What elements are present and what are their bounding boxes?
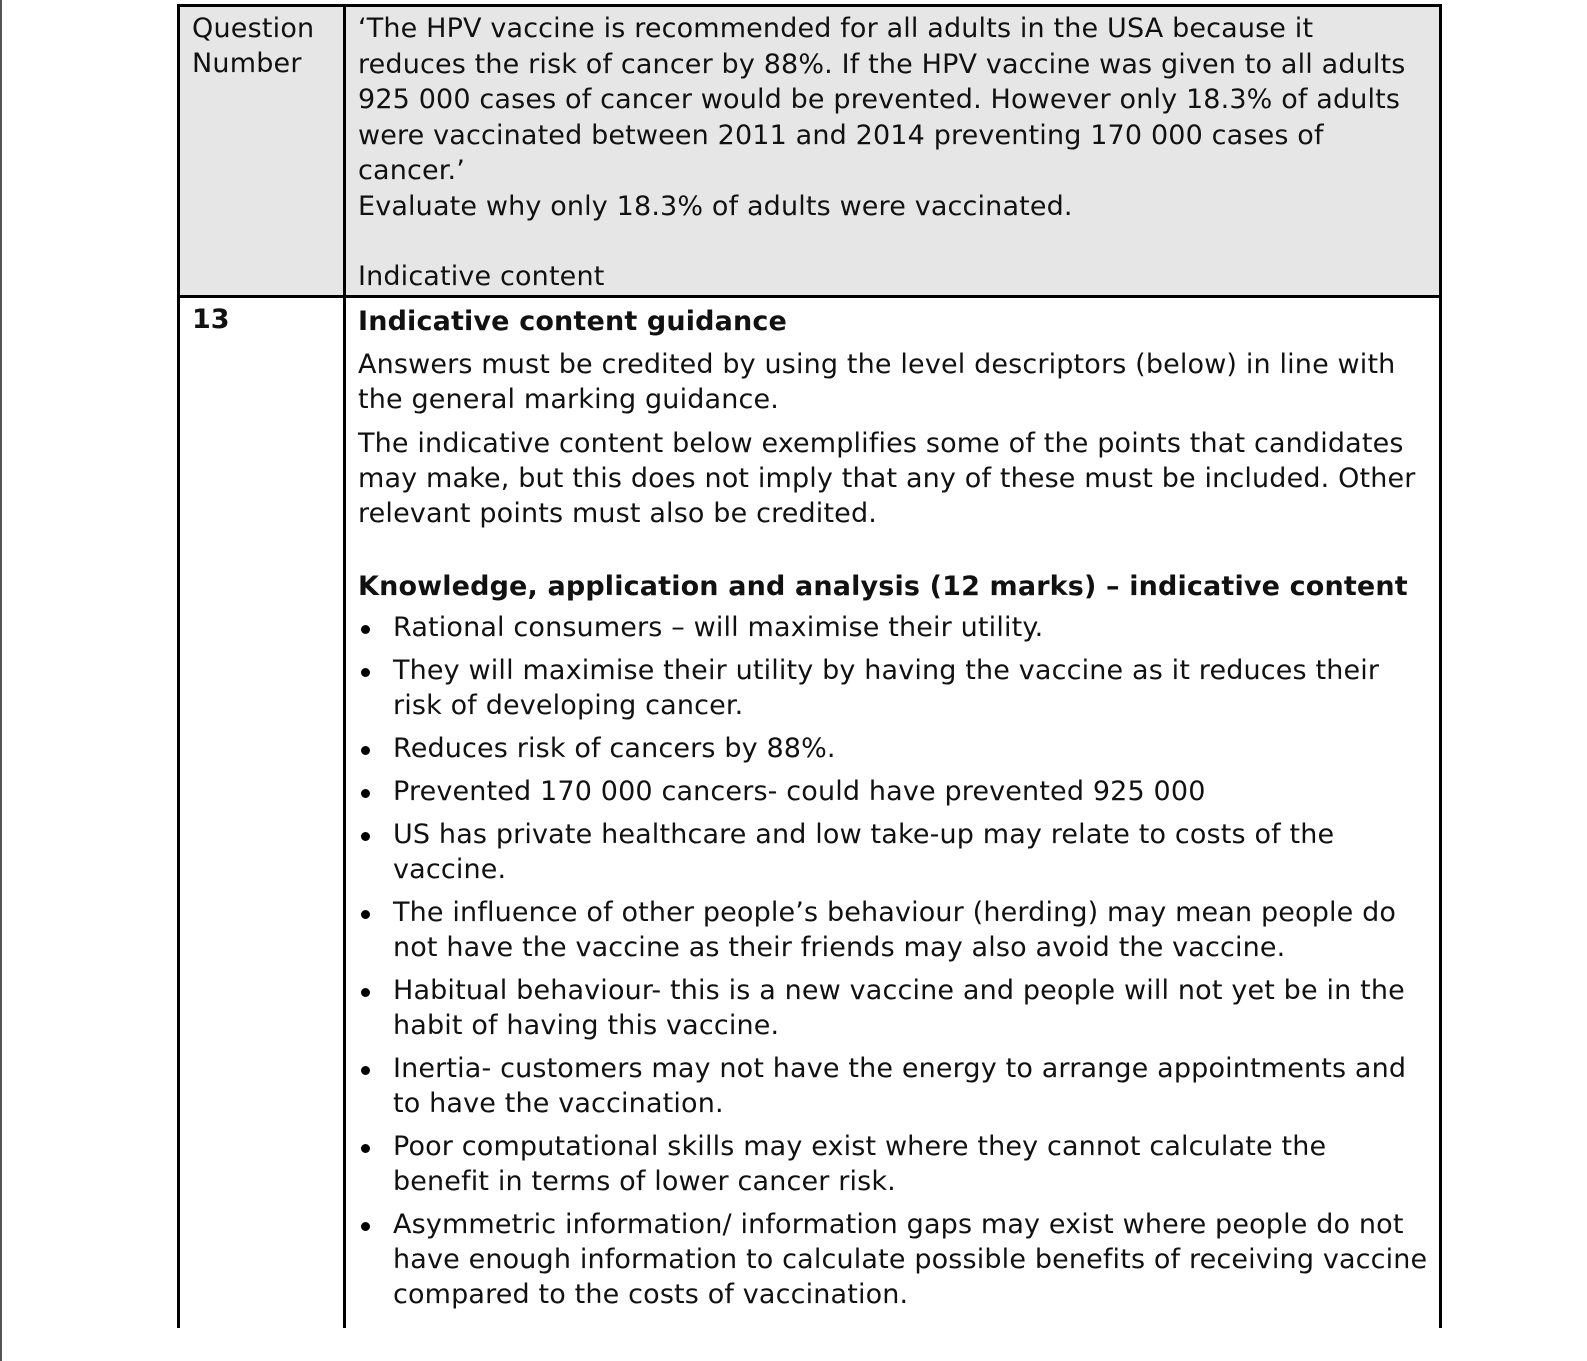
indicative-content-cell <box>345 296 1441 1328</box>
question-number-header <box>179 6 345 297</box>
list-item <box>358 653 1429 723</box>
list-item-text: Asymmetric information/ information gaps may exist where people do not have enough information to calculate possible benefits of receiving vaccine compared to the costs of vaccination. <box>393 1208 1428 1310</box>
list-item-text: Poor computational skills may exist where they cannot calculate the benefit in terms of lower cancer risk. <box>393 1130 1327 1197</box>
list-item <box>358 774 1429 809</box>
question-number: 13 <box>192 303 230 335</box>
list-item <box>358 1051 1429 1121</box>
bullet-icon <box>361 1144 370 1153</box>
question-number-label: Question Number <box>192 13 315 79</box>
list-item <box>358 817 1429 887</box>
list-item-text: They will maximise their utility by having the vaccine as it reduces their risk of developing cancer. <box>393 654 1380 721</box>
guidance-paragraph: The indicative content below exemplifies some of the points that candidates may make, but this does not imply that any of these must be included. Other relevant points must also be credited. <box>358 427 1416 529</box>
guidance-heading: Indicative content guidance <box>358 305 788 337</box>
page-edge-divider <box>0 0 2 1361</box>
bullet-icon <box>361 668 370 677</box>
question-cell <box>345 6 1441 297</box>
list-item-text: US has private healthcare and low take-up may relate to costs of the vaccine. <box>393 818 1335 885</box>
section-heading: Knowledge, application and analysis (12 marks) – indicative content <box>358 570 1408 602</box>
mark-scheme-table <box>177 4 1442 1328</box>
guidance-paragraph: Answers must be credited by using the level descriptors (below) in line with the general marking guidance. <box>358 348 1396 415</box>
bullet-icon <box>361 988 370 997</box>
list-item-text: Prevented 170 000 cancers- could have prevented 925 000 <box>393 775 1206 807</box>
list-item-text: Habitual behaviour- this is a new vaccine and people will not yet be in the habit of having this vaccine. <box>393 974 1405 1041</box>
list-item <box>358 1129 1429 1199</box>
list-item-text: The influence of other people’s behaviour (herding) may mean people do not have the vaccine as their friends may also avoid the vaccine. <box>393 896 1397 963</box>
list-item-text: Inertia- customers may not have the energy to arrange appointments and to have the vaccination. <box>393 1052 1407 1119</box>
list-item <box>358 731 1429 766</box>
question-instruction: Evaluate why only 18.3% of adults were vaccinated. <box>358 190 1073 222</box>
list-item <box>358 973 1429 1043</box>
bullet-icon <box>361 1222 370 1231</box>
spacer <box>358 224 1427 259</box>
bullet-icon <box>361 746 370 755</box>
bullet-icon <box>361 910 370 919</box>
list-item <box>358 1207 1429 1312</box>
list-item-text: Reduces risk of cancers by 88%. <box>393 732 836 764</box>
bullet-icon <box>361 625 370 634</box>
table-header-row <box>179 6 1441 297</box>
bullet-icon <box>361 789 370 798</box>
list-item-text: Rational consumers – will maximise their utility. <box>393 611 1044 643</box>
question-quote: ‘The HPV vaccine is recommended for all adults in the USA because it reduces the risk of cancer by 88%. If the HPV vaccine was given to all adults 925 000 cases of cancer would be prevented. However only 18.3% of adults were vaccinated between 2011 and 2014 preventing 170 000 cases of cancer.’ <box>358 13 1406 186</box>
bullet-icon <box>361 1066 370 1075</box>
list-item <box>358 610 1429 645</box>
bullet-icon <box>361 832 370 841</box>
question-number-cell <box>179 296 345 1328</box>
list-item <box>358 895 1429 965</box>
indicative-content-label: Indicative content <box>358 261 605 292</box>
table-row <box>179 296 1441 1328</box>
indicative-points-list <box>358 610 1429 1312</box>
